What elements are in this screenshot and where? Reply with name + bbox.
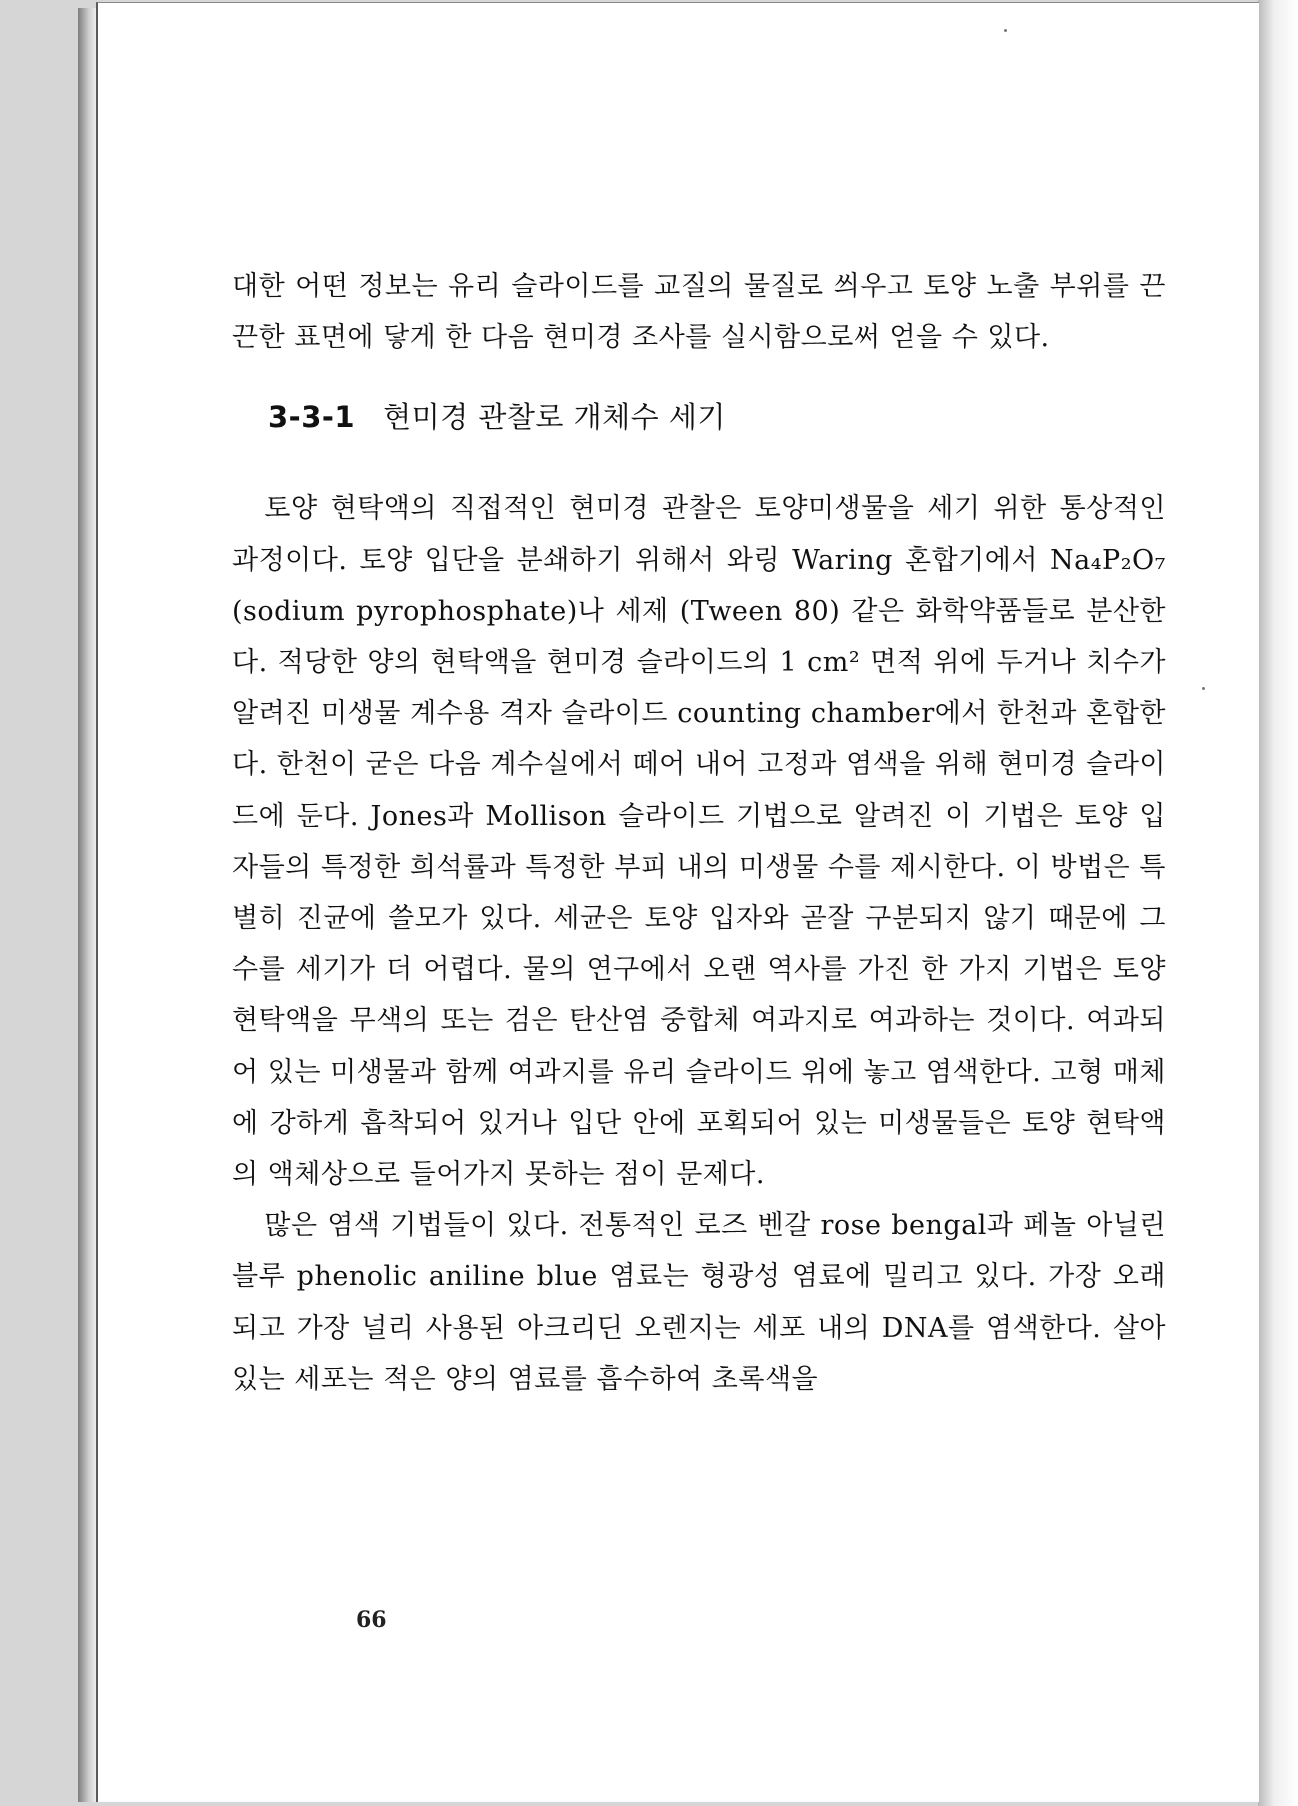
page-number: 66 [356,1607,387,1633]
section-heading [232,387,1166,447]
page-content [232,261,1166,1405]
body-paragraph-2: 많은 염색 기법들이 있다. 전통적인 로즈 벤갈 rose bengal과 페놀 아닐린 블루 phenolic aniline blue 염료는 형광성 염료에 밀리고 있다. 가장 오래되고 가장 널리 사용된 아크리딘 오렌지는 세포 내의 DNA를 염색한다. 살아 있는 세포는 적은 양의 염료를 흡수하여 초록색을 [232,1210,1166,1395]
print-speck [1004,29,1007,32]
page-edge-shadow [1258,0,1298,1806]
continued-paragraph: 대한 어떤 정보는 유리 슬라이드를 교질의 물질로 씌우고 토양 노출 부위를 끈끈한 표면에 닿게 한 다음 현미경 조사를 실시함으로써 얻을 수 있다. [232,271,1166,354]
book-spine-edge [78,8,98,1802]
section-title: 현미경 관찰로 개체수 세기 [383,400,726,435]
body-paragraph-1: 토양 현탁액의 직접적인 현미경 관찰은 토양미생물을 세기 위한 통상적인 과정이다. 토양 입단을 분쇄하기 위해서 와링 Waring 혼합기에서 Na₄P₂O₇ (sodium pyrophosphate)나 세제 (Tween 80) 같은 화학약품들로 분산한다. 적당한 양의 현탁액을 현미경 슬라이드의 1 cm² 면적 위에 두거나 치수가 알려진 미생물 계수용 격자 슬라이드 counting chamber에서 한천과 혼합한다. 한천이 굳은 다음 계수실에서 떼어 내어 고정과 염색을 위해 현미경 슬라이드에 둔다. Jones과 Mollison 슬라이드 기법으로 알려진 이 기법은 토양 입자들의 특정한 희석률과 특정한 부피 내의 미생물 수를 제시한다. 이 방법은 특별히 진균에 쓸모가 있다. 세균은 토양 입자와 곧잘 구분되지 않기 때문에 그 수를 세기가 더 어렵다. 물의 연구에서 오랜 역사를 가진 한 가지 기법은 토양 현탁액을 무색의 또는 검은 탄산염 중합체 여과지로 여과하는 것이다. 여과되어 있는 미생물과 함께 여과지를 유리 슬라이드 위에 놓고 염색한다. 고형 매체에 강하게 흡착되어 있거나 입단 안에 포획되어 있는 미생물들은 토양 현탁액의 액체상으로 들어가지 못하는 점이 문제다. [232,493,1166,1191]
section-number: 3-3-1 [268,400,356,435]
book-page [96,2,1259,1802]
print-speck [1202,687,1205,690]
